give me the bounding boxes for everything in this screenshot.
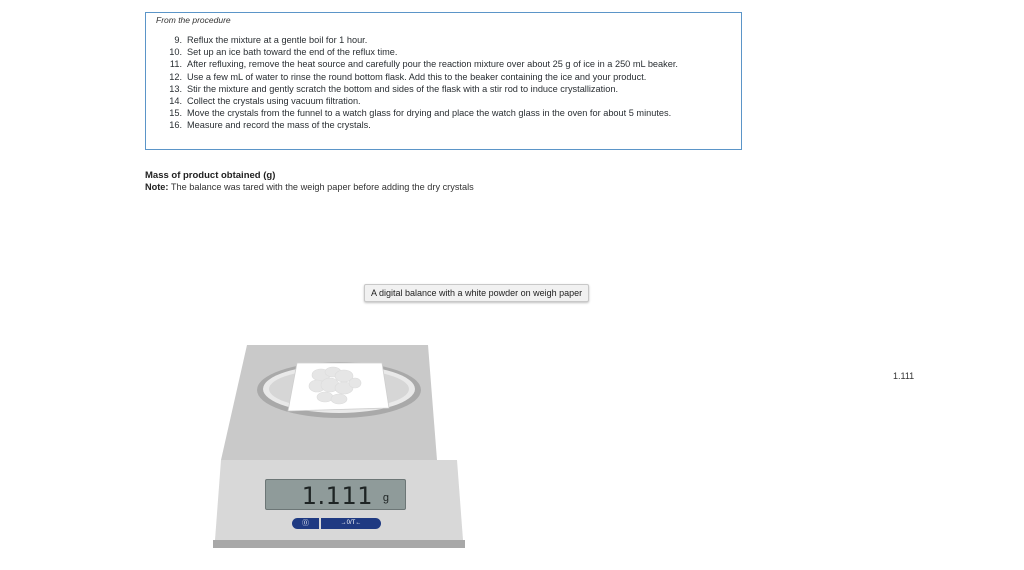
balance-base: [213, 540, 465, 548]
procedure-step: [162, 119, 678, 131]
procedure-step: [162, 34, 678, 46]
tare-button[interactable]: →0/T←: [321, 518, 381, 529]
step-number: 15.: [169, 108, 182, 119]
step-number: 10.: [169, 47, 182, 58]
display-value: 1.111: [301, 482, 373, 510]
step-number: 9.: [174, 35, 182, 45]
balance-display: [265, 479, 406, 510]
mass-title: Mass of product obtained (g): [145, 170, 276, 181]
procedure-step: [162, 95, 678, 107]
procedure-steps: [162, 34, 678, 132]
procedure-box: [145, 12, 742, 150]
step-text: Collect the crystals using vacuum filtration.: [187, 96, 361, 107]
procedure-step: [162, 83, 678, 95]
digital-balance-image: [213, 345, 465, 548]
image-tooltip: A digital balance with a white powder on weigh paper: [364, 284, 589, 302]
note-text: The balance was tared with the weigh paper before adding the dry crystals: [168, 182, 474, 192]
step-text: Set up an ice bath toward the end of the reflux time.: [187, 47, 398, 58]
step-text: Reflux the mixture at a gentle boil for 1 hour.: [187, 35, 368, 45]
step-text: Move the crystals from the funnel to a watch glass for drying and place the watch glass in the oven for about 5 minutes.: [187, 108, 672, 119]
procedure-step: [162, 107, 678, 119]
power-icon: ⓪: [302, 520, 309, 527]
step-number: 13.: [169, 83, 182, 94]
step-number: 12.: [169, 71, 182, 82]
step-text: After refluxing, remove the heat source and carefully pour the reaction mixture over about 25 g of ice in a 250 mL beaker.: [187, 59, 678, 70]
procedure-step: [162, 46, 678, 58]
display-unit: g: [382, 492, 389, 504]
note-line: [145, 182, 474, 192]
step-number: 14.: [169, 96, 182, 107]
step-text: Use a few mL of water to rinse the round bottom flask. Add this to the beaker containing the ice and your product.: [187, 71, 647, 82]
step-number: 16.: [169, 120, 182, 131]
step-text: Measure and record the mass of the crystals.: [187, 120, 371, 131]
step-number: 11.: [169, 59, 182, 70]
procedure-step: [162, 58, 678, 70]
procedure-heading: From the procedure: [156, 15, 231, 25]
procedure-step: [162, 71, 678, 83]
note-label: Note:: [145, 182, 169, 192]
power-button[interactable]: [292, 518, 319, 529]
answer-readout: 1.111: [893, 371, 915, 381]
step-text: Stir the mixture and gently scratch the bottom and sides of the flask with a stir rod to induce crystallization.: [187, 83, 618, 94]
